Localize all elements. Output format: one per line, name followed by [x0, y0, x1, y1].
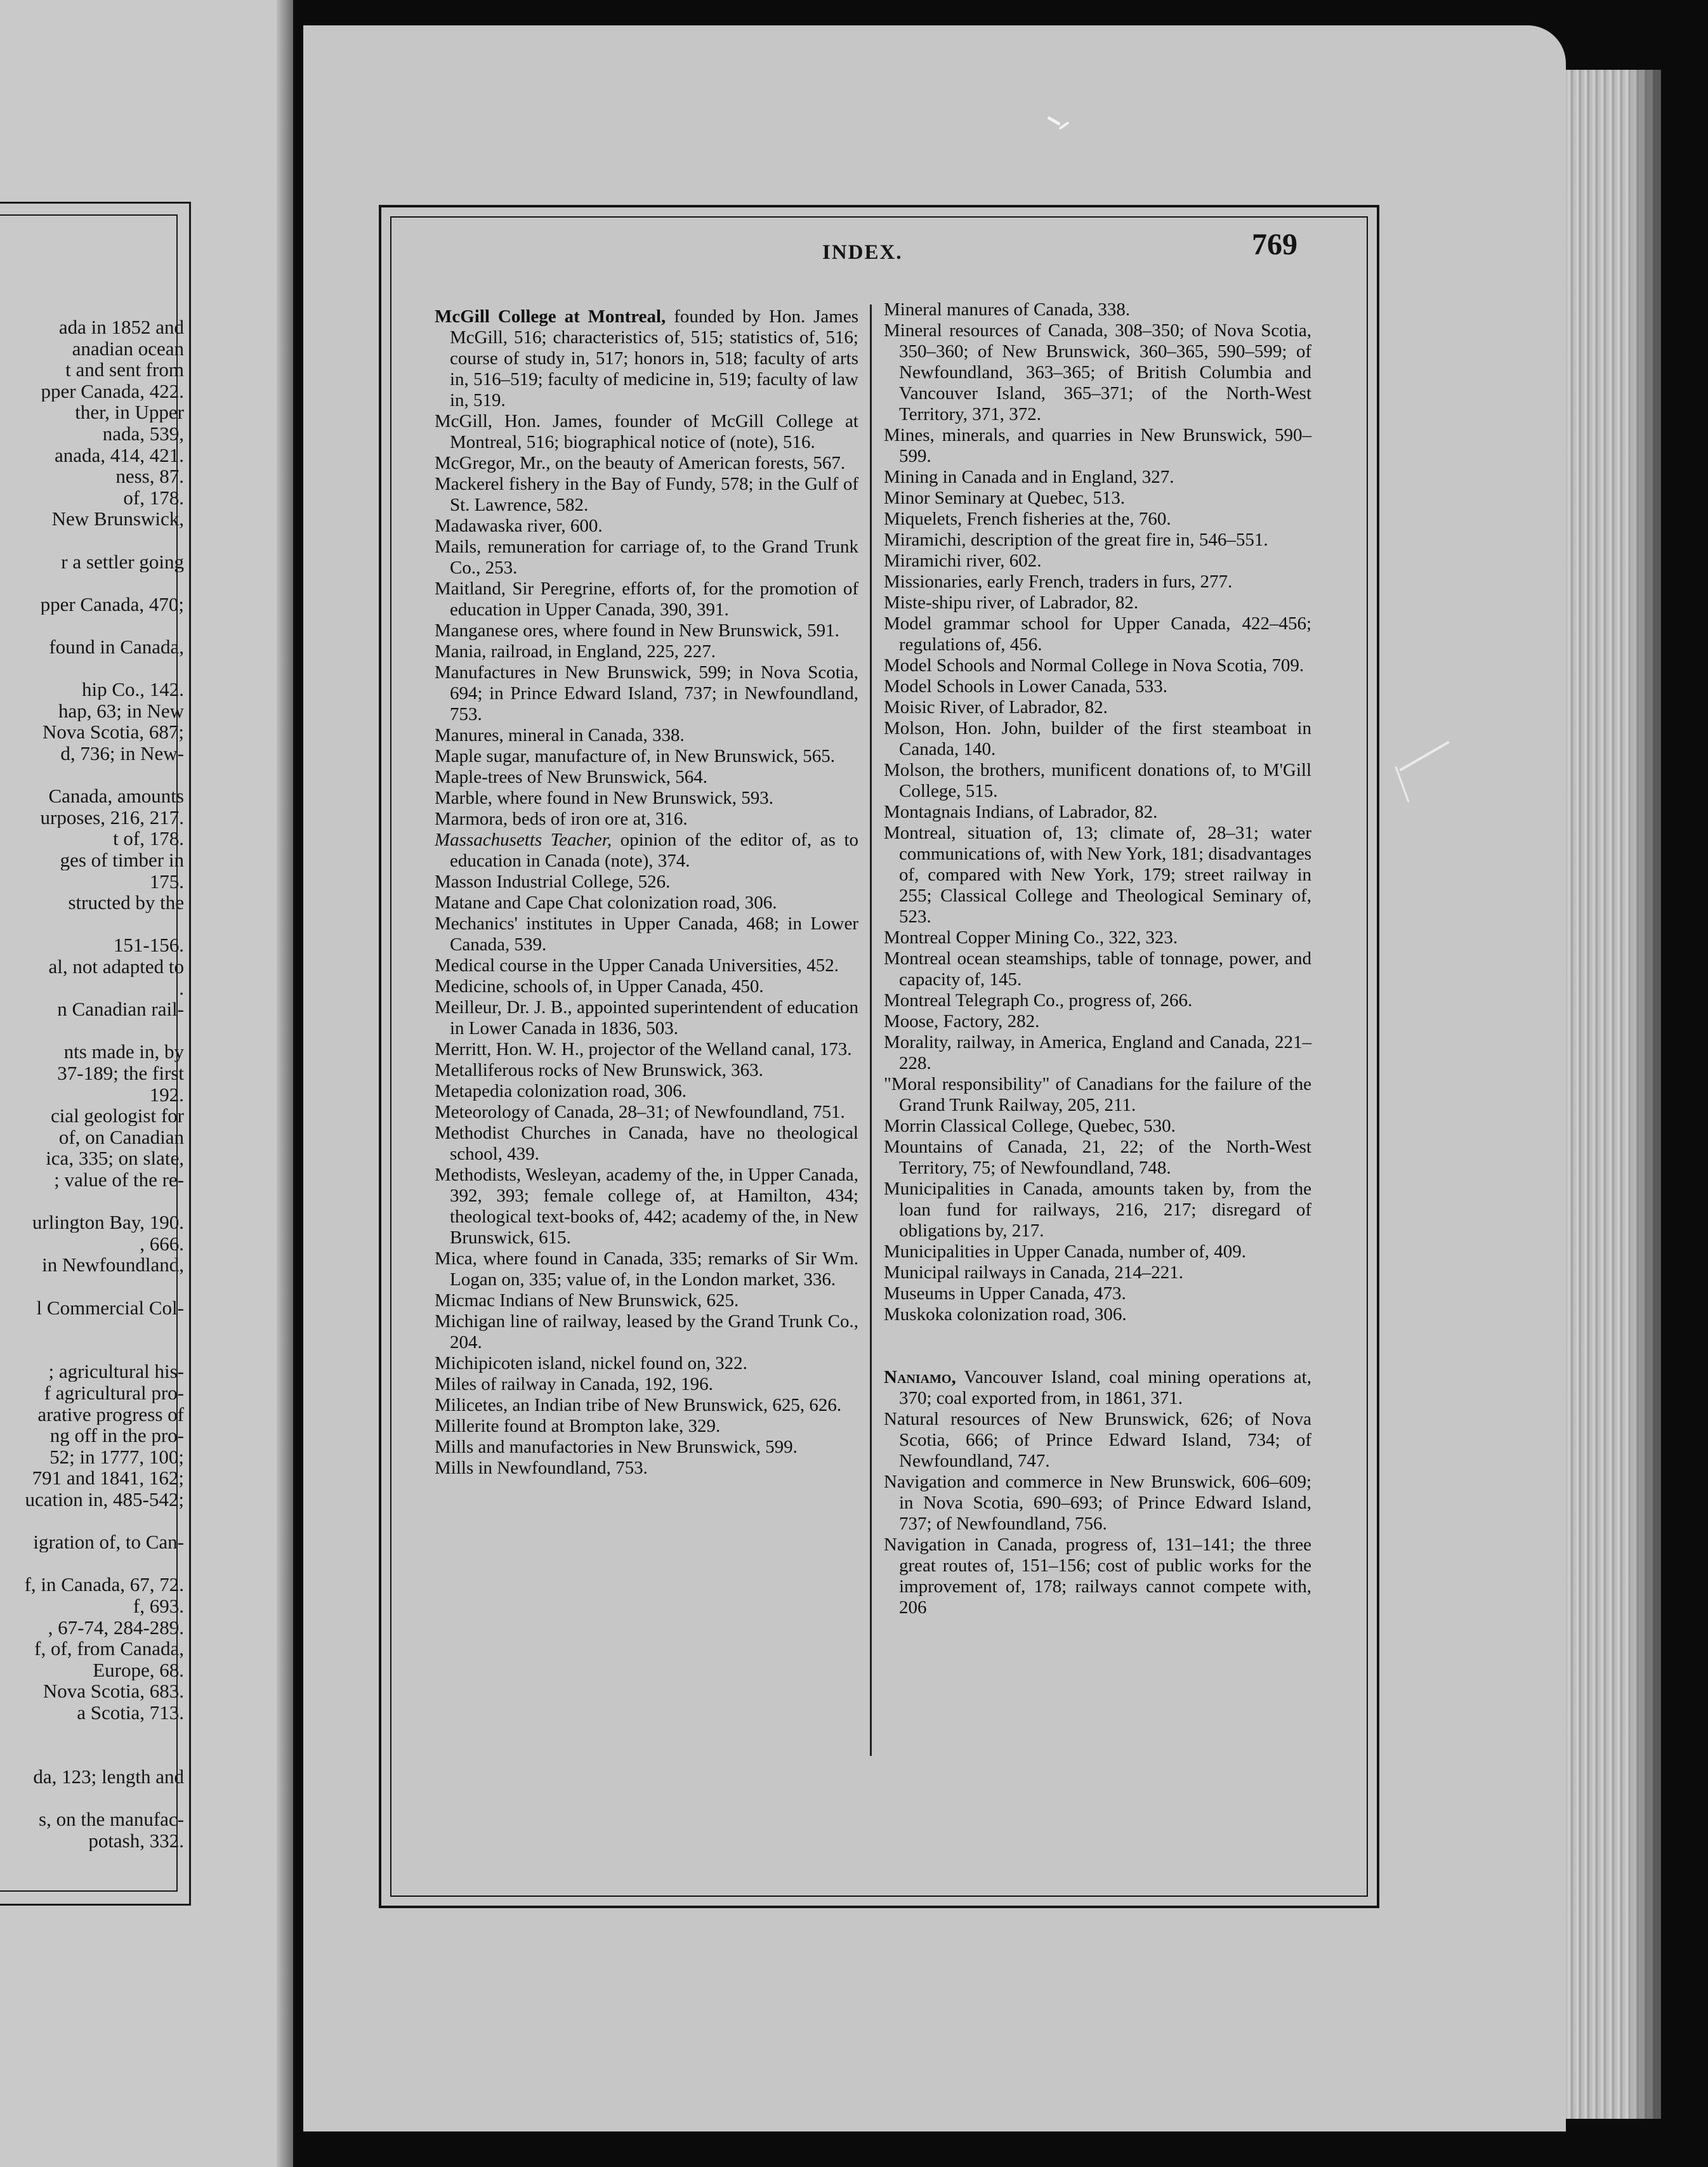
index-entry-text: Mining in Canada and in England, 327. — [884, 467, 1174, 487]
previous-page-line: , 67-74, 284-289. — [48, 1617, 184, 1638]
index-entry — [884, 509, 1311, 530]
index-entry — [435, 662, 858, 725]
index-entry — [884, 1032, 1311, 1074]
index-entry — [435, 1395, 858, 1416]
index-entry — [435, 453, 858, 474]
index-column-left — [435, 306, 858, 1479]
index-entry — [884, 530, 1311, 551]
index-entry-text: Mineral manures of Canada, 338. — [884, 299, 1131, 320]
index-entry-text: Marmora, beds of iron ore at, 316. — [435, 809, 688, 829]
index-entry — [884, 613, 1311, 655]
index-entry-text: Manufactures in New Brunswick, 599; in Nova Scotia, 694; in Prince Edward Island, 737; in Newfoundland, 753. — [435, 662, 858, 724]
previous-page-line: f agricultural pro- — [44, 1383, 184, 1403]
index-entry-text: Manures, mineral in Canada, 338. — [435, 725, 685, 745]
previous-page-line: a Scotia, 713. — [77, 1703, 184, 1723]
index-entry — [435, 1123, 858, 1165]
index-entry — [884, 1116, 1311, 1137]
page-gutter — [277, 0, 293, 2167]
previous-page-line: urlington Bay, 190. — [32, 1212, 184, 1233]
index-entry-text: Merritt, Hon. W. H., projector of the Welland canal, 173. — [435, 1039, 852, 1059]
column-divider — [870, 304, 872, 1756]
index-entry — [435, 788, 858, 809]
index-entry — [884, 1472, 1311, 1535]
previous-page-line: ges of timber in — [60, 850, 184, 870]
index-entry-text: Mines, minerals, and quarries in New Brunswick, 590–599. — [884, 425, 1311, 466]
index-entry-title: Massachusetts Teacher, — [435, 830, 612, 850]
index-entry-text: Montreal, situation of, 13; climate of, 28–31; water communications of, with New York, 181; disadvantages of, compared with New York, 179; street railway in 255; Classical College and Theological Seminary of, 523. — [884, 823, 1312, 927]
previous-page-line: l Commercial Col- — [36, 1297, 184, 1318]
index-entry — [884, 572, 1311, 592]
index-entry-text: Morrin Classical College, Quebec, 530. — [884, 1116, 1176, 1136]
previous-page-line: Europe, 68. — [93, 1660, 184, 1680]
previous-page-line: New Brunswick, — [51, 509, 184, 530]
index-entry — [884, 592, 1311, 613]
index-entry-text: Miste-shipu river, of Labrador, 82. — [884, 592, 1139, 613]
index-entry-text: Manganese ores, where found in New Brunswick, 591. — [435, 620, 839, 641]
index-entry — [435, 306, 858, 411]
previous-page-line: 791 and 1841, 162; — [32, 1468, 184, 1489]
index-entry — [435, 1060, 858, 1081]
index-entry — [884, 655, 1311, 676]
index-entry-text: Mechanics' institutes in Upper Canada, 468; in Lower Canada, 539. — [435, 913, 858, 955]
index-entry-text: Moose, Factory, 282. — [884, 1011, 1040, 1031]
index-entry — [884, 1409, 1311, 1472]
index-entry-text: Navigation in Canada, progress of, 131–141; the three great routes of, 151–156; cost of public works for the improvement of, 178; railways cannot compete with, 206 — [884, 1535, 1311, 1618]
index-entry-heading: McGill College at Montreal, — [435, 306, 666, 327]
index-entry — [884, 1074, 1311, 1116]
index-entry-text: Mills in Newfoundland, 753. — [435, 1458, 648, 1478]
index-entry-text: Metapedia colonization road, 306. — [435, 1081, 687, 1101]
index-entry-text: Maple-trees of New Brunswick, 564. — [435, 767, 708, 787]
index-entry — [435, 976, 858, 997]
index-entry-text: Michipicoten island, nickel found on, 322. — [435, 1353, 747, 1373]
previous-page-line: nada, 539, — [102, 424, 184, 444]
index-entry — [884, 1011, 1311, 1032]
index-entry-text: Milicetes, an Indian tribe of New Brunswick, 625, 626. — [435, 1395, 842, 1415]
previous-page-line: potash, 332. — [88, 1830, 184, 1851]
index-entry-text: Maitland, Sir Peregrine, efforts of, for the promotion of education in Upper Canada, 390, 391. — [435, 579, 858, 620]
index-entry-text: Mica, where found in Canada, 335; remarks of Sir Wm. Logan on, 335; value of, in the London market, 336. — [435, 1248, 858, 1290]
index-entry-text: Metalliferous rocks of New Brunswick, 363. — [435, 1060, 763, 1080]
index-entry-text: Municipal railways in Canada, 214–221. — [884, 1262, 1183, 1283]
letter-section-gap — [884, 1325, 1311, 1367]
index-entry-text: Mountains of Canada, 21, 22; of the North-West Territory, 75; of Newfoundland, 748. — [884, 1137, 1311, 1178]
index-entry-text: Model grammar school for Upper Canada, 422–456; regulations of, 456. — [884, 613, 1311, 655]
index-entry — [435, 1374, 858, 1395]
index-entry — [435, 1165, 858, 1248]
index-entry — [884, 1367, 1311, 1409]
index-entry-text: Model Schools in Lower Canada, 533. — [884, 676, 1168, 697]
index-entry-text: Miramichi, description of the great fire in, 546–551. — [884, 530, 1268, 550]
previous-page-line: t of, 178. — [113, 828, 184, 849]
index-entry — [884, 1304, 1311, 1325]
previous-page-line: da, 123; length and — [33, 1766, 184, 1787]
index-entry-text: opinion of the editor of, as to education in Canada (note), 374. — [450, 830, 858, 871]
index-entry-text: Molson, Hon. John, builder of the first steamboat in Canada, 140. — [884, 718, 1311, 759]
index-entry-text: Medical course in the Upper Canada Universities, 452. — [435, 955, 839, 976]
index-entry-text: Montreal Copper Mining Co., 322, 323. — [884, 927, 1178, 948]
previous-page-line: anadian ocean — [72, 338, 184, 359]
index-entry — [435, 411, 858, 453]
index-entry — [435, 725, 858, 746]
previous-page-line: n Canadian rail- — [57, 999, 184, 1020]
index-entry — [435, 1437, 858, 1458]
index-entry — [435, 746, 858, 767]
index-entry — [435, 1458, 858, 1479]
index-entry — [884, 320, 1311, 425]
index-entry-text: Madawaska river, 600. — [435, 516, 603, 536]
index-entry-text: Vancouver Island, coal mining operations at, 370; coal exported from, in 1861, 371. — [899, 1367, 1311, 1408]
previous-page-line: igration of, to Can- — [33, 1532, 184, 1553]
index-entry-text: Methodist Churches in Canada, have no theological school, 439. — [435, 1123, 858, 1164]
previous-page-line: ng off in the pro- — [49, 1425, 184, 1446]
index-entry — [884, 1241, 1311, 1262]
previous-page-line: r a settler going — [61, 551, 184, 572]
index-entry — [435, 641, 858, 662]
index-entry — [435, 537, 858, 579]
index-entry-text: Morality, railway, in America, England and Canada, 221–228. — [884, 1032, 1311, 1073]
previous-page-line: urposes, 216, 217. — [40, 807, 184, 828]
index-entry-text: Natural resources of New Brunswick, 626; of Nova Scotia, 666; of Prince Edward Island, 734; of Newfoundland, 747. — [884, 1409, 1311, 1471]
index-entry-text: Miles of railway in Canada, 192, 196. — [435, 1374, 713, 1394]
previous-page-line: cial geologist for — [50, 1106, 184, 1127]
index-entry — [884, 927, 1311, 948]
index-entry-text: Montagnais Indians, of Labrador, 82. — [884, 802, 1158, 822]
previous-page-line: pper Canada, 470; — [40, 594, 184, 615]
index-entry-text: Miquelets, French fisheries at the, 760. — [884, 509, 1171, 529]
index-entry — [435, 516, 858, 537]
index-entry — [884, 1179, 1311, 1241]
index-entry-text: Medicine, schools of, in Upper Canada, 450. — [435, 976, 764, 997]
previous-page-line: structed by the — [68, 893, 184, 913]
previous-page-line: hap, 63; in New — [58, 700, 184, 721]
previous-page-line: ness, 87. — [115, 466, 184, 487]
index-entry-text: McGregor, Mr., on the beauty of American forests, 567. — [435, 453, 846, 473]
index-entry-text: Model Schools and Normal College in Nova Scotia, 709. — [884, 655, 1304, 676]
index-entry-text: Masson Industrial College, 526. — [435, 872, 671, 892]
previous-page-line: 37-189; the first — [57, 1063, 184, 1084]
index-entry — [884, 802, 1311, 823]
index-entry — [884, 823, 1311, 927]
index-entry-text: Mania, railroad, in England, 225, 227. — [435, 641, 716, 662]
index-entry — [884, 697, 1311, 718]
index-entry-text: Millerite found at Brompton lake, 329. — [435, 1416, 721, 1436]
index-entry — [884, 990, 1311, 1011]
index-entry-text: Marble, where found in New Brunswick, 593. — [435, 788, 773, 808]
previous-page-line: 52; in 1777, 100; — [49, 1446, 184, 1467]
index-entry-text: Mills and manufactories in New Brunswick, 599. — [435, 1437, 798, 1457]
previous-page-line: f, 693. — [133, 1596, 184, 1616]
index-entry — [884, 1262, 1311, 1283]
previous-page-line: Nova Scotia, 683. — [43, 1681, 184, 1702]
index-entry — [435, 913, 858, 955]
previous-page-line: pper Canada, 422. — [41, 381, 184, 402]
index-entry-text: Municipalities in Upper Canada, number of, 409. — [884, 1241, 1247, 1262]
index-entry-text: Muskoka colonization road, 306. — [884, 1304, 1127, 1325]
previous-page-line: 175. — [149, 871, 184, 892]
previous-page-line: t and sent from — [65, 360, 184, 381]
index-entry — [435, 767, 858, 788]
index-entry-text: Mackerel fishery in the Bay of Fundy, 578; in the Gulf of St. Lawrence, 582. — [435, 474, 858, 515]
index-entry-text: Missionaries, early French, traders in furs, 277. — [884, 572, 1233, 592]
previous-page-line: Nova Scotia, 687; — [43, 722, 184, 743]
index-entry-text: Meilleur, Dr. J. B., appointed superintendent of education in Lower Canada in 1836, 503. — [435, 997, 858, 1038]
previous-page-line: f, in Canada, 67, 72. — [24, 1575, 184, 1595]
index-entry-text: Methodists, Wesleyan, academy of the, in Upper Canada, 392, 393; female college of, at Hamilton, 434; theological text-books of, 442; academy of the, in New Brunswick, 615. — [435, 1165, 858, 1248]
previous-page-line: ica, 335; on slate, — [46, 1148, 184, 1169]
index-entry — [884, 467, 1311, 488]
index-entry-text: Navigation and commerce in New Brunswick, 606–609; in Nova Scotia, 690–693; of Prince Edward Island, 737; of Newfoundland, 756. — [884, 1472, 1311, 1534]
index-entry — [435, 955, 858, 976]
index-entry-heading: Naniamo, — [884, 1367, 956, 1387]
previous-page-line: in Newfoundland, — [42, 1255, 184, 1276]
index-entry — [884, 1283, 1311, 1304]
index-entry — [884, 948, 1311, 990]
index-entry-text: Mineral resources of Canada, 308–350; of Nova Scotia, 350–360; of New Brunswick, 360–365, 590–599; of Newfoundland, 363–365; of British Columbia and Vancouver Island, 365–371; of the North-West Territory, 371, 372. — [884, 320, 1311, 424]
index-entry-text: Moisic River, of Labrador, 82. — [884, 697, 1108, 717]
index-entry — [884, 1535, 1311, 1618]
previous-page-line: 192. — [149, 1084, 184, 1105]
previous-page-line: of, on Canadian — [58, 1127, 184, 1148]
index-entry — [435, 830, 858, 872]
previous-page-line: of, 178. — [123, 487, 184, 508]
index-entry — [435, 997, 858, 1039]
index-entry — [435, 872, 858, 893]
index-entry — [435, 620, 858, 641]
index-entry-text: Matane and Cape Chat colonization road, 306. — [435, 893, 777, 913]
previous-page-line: d, 736; in New- — [60, 743, 184, 764]
index-entry — [884, 760, 1311, 802]
index-entry — [884, 718, 1311, 760]
index-entry — [435, 1311, 858, 1353]
running-head: INDEX. — [822, 241, 903, 264]
previous-page-line: ther, in Upper — [75, 402, 184, 423]
index-entry-text: Montreal Telegraph Co., progress of, 266. — [884, 990, 1193, 1011]
index-entry-text: Michigan line of railway, leased by the Grand Trunk Co., 204. — [435, 1311, 858, 1352]
previous-page-line: ; agricultural his- — [48, 1361, 184, 1382]
previous-page-line: found in Canada, — [49, 637, 184, 657]
page-edges — [1566, 70, 1661, 2119]
index-entry — [435, 809, 858, 830]
previous-page-line: , 666. — [140, 1233, 184, 1254]
index-entry — [435, 1290, 858, 1311]
previous-page-line: ada in 1852 and — [58, 317, 184, 337]
index-entry — [884, 551, 1311, 572]
index-entry-text: Micmac Indians of New Brunswick, 625. — [435, 1290, 739, 1311]
index-entry — [435, 1081, 858, 1102]
index-entry — [435, 1039, 858, 1060]
previous-page-line: arative progress of — [37, 1404, 184, 1425]
index-entry-text: Maple sugar, manufacture of, in New Brunswick, 565. — [435, 746, 836, 766]
index-entry-text: Molson, the brothers, munificent donations of, to M'Gill College, 515. — [884, 760, 1311, 801]
previous-page-line: al, not adapted to — [48, 957, 184, 977]
previous-page-line: . — [179, 978, 184, 998]
index-entry — [435, 1416, 858, 1437]
previous-page-line: f, of, from Canada, — [34, 1639, 184, 1660]
index-entry — [435, 474, 858, 516]
previous-page-line: nts made in, by — [63, 1042, 184, 1063]
previous-page-line: hip Co., 142. — [81, 679, 184, 700]
index-entry — [435, 1102, 858, 1123]
page-number: 769 — [1252, 228, 1297, 261]
index-entry — [884, 1137, 1311, 1179]
index-entry — [435, 1353, 858, 1374]
index-entry-text: Municipalities in Canada, amounts taken by, from the loan fund for railways, 216, 217; disregard of obligations by, 217. — [884, 1179, 1311, 1241]
previous-page-line: ; value of the re- — [54, 1170, 184, 1190]
index-entry — [435, 1248, 858, 1290]
index-entry — [884, 488, 1311, 509]
index-column-right — [884, 299, 1311, 1618]
index-entry-text: McGill, Hon. James, founder of McGill College at Montreal, 516; biographical notice of (note), 516. — [435, 411, 858, 452]
previous-page-line: anada, 414, 421. — [54, 445, 184, 466]
index-entry-text: founded by Hon. James McGill, 516; characteristics of, 515; statistics of, 516; course of study in, 517; honors in, 518; faculty of arts in, 516–519; faculty of medicine in, 519; faculty of law in, 519. — [450, 306, 858, 410]
index-entry-text: Miramichi river, 602. — [884, 551, 1042, 571]
index-entry-text: Mails, remuneration for carriage of, to the Grand Trunk Co., 253. — [435, 537, 858, 578]
index-entry — [435, 893, 858, 913]
previous-page-line: Canada, amounts — [48, 786, 184, 807]
index-entry-text: "Moral responsibility" of Canadians for the failure of the Grand Trunk Railway, 205, 211. — [884, 1074, 1311, 1115]
index-entry-text: Montreal ocean steamships, table of tonnage, power, and capacity of, 145. — [884, 948, 1311, 990]
index-entry — [884, 299, 1311, 320]
index-entry-text: Meteorology of Canada, 28–31; of Newfoundland, 751. — [435, 1102, 845, 1122]
previous-page-line: ucation in, 485-542; — [25, 1489, 184, 1510]
previous-page-line: 151-156. — [113, 935, 184, 956]
previous-page-line: s, on the manufac- — [39, 1809, 184, 1830]
index-entry — [884, 425, 1311, 467]
index-entry — [884, 676, 1311, 697]
index-entry-text: Minor Seminary at Quebec, 513. — [884, 488, 1126, 508]
index-entry — [435, 579, 858, 620]
index-entry-text: Museums in Upper Canada, 473. — [884, 1283, 1126, 1304]
